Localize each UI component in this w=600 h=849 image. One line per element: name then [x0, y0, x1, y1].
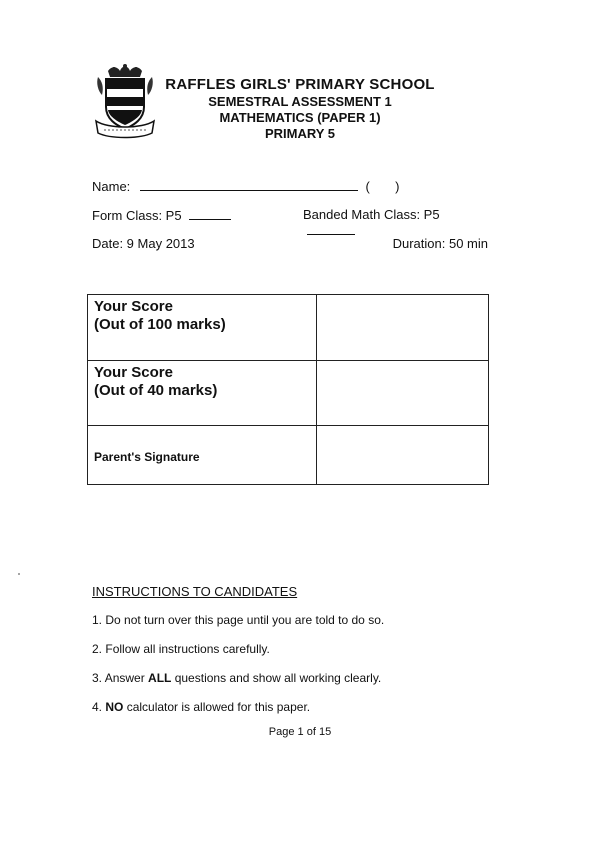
name-field[interactable]	[140, 178, 358, 191]
signature-label: Parent's Signature	[94, 450, 200, 464]
instruction-number: 4.	[92, 700, 103, 714]
page-number: Page 1 of 15	[268, 726, 332, 738]
score-40-label: Your Score (Out of 40 marks)	[94, 364, 218, 399]
instruction-number: 1.	[92, 613, 103, 627]
register-number-paren: ( )	[365, 179, 400, 194]
score-100-label: Your Score (Out of 100 marks)	[94, 298, 226, 333]
instruction-text: Answer	[104, 671, 149, 685]
banded-class-label: Banded Math Class: P5	[303, 207, 440, 222]
score-100-label-cell	[88, 295, 317, 361]
form-class-label: Form Class: P5	[92, 208, 182, 223]
school-name: RAFFLES GIRLS' PRIMARY SCHOOL	[165, 76, 435, 93]
score-table	[87, 294, 489, 485]
instruction-number: 3.	[92, 671, 103, 685]
school-crest-icon	[94, 63, 156, 139]
instruction-emphasis: ALL	[148, 671, 172, 685]
instruction-item	[92, 642, 270, 656]
document-header	[160, 76, 440, 142]
date-text: Date: 9 May 2013	[92, 236, 195, 251]
name-row	[92, 178, 492, 194]
instruction-text: questions and show all working clearly.	[171, 671, 382, 685]
banded-class-field[interactable]	[307, 222, 355, 235]
signature-row	[88, 426, 489, 485]
instruction-item	[92, 671, 381, 685]
class-row	[92, 207, 492, 223]
instruction-number: 2.	[92, 642, 103, 656]
instruction-text: Follow all instructions carefully.	[105, 642, 270, 656]
instruction-emphasis: NO	[105, 700, 124, 714]
instructions-title: INSTRUCTIONS TO CANDIDATES	[92, 584, 298, 599]
level-title: PRIMARY 5	[264, 126, 336, 141]
duration-text: Duration: 50 min	[392, 236, 488, 251]
date-row	[92, 236, 488, 251]
assessment-title: SEMESTRAL ASSESSMENT 1	[208, 94, 392, 109]
score-row-100	[88, 295, 489, 361]
instruction-item	[92, 613, 384, 627]
score-row-40	[88, 361, 489, 426]
banded-class-group	[303, 207, 492, 238]
score-40-value-cell[interactable]	[317, 361, 489, 426]
instruction-text: Do not turn over this page until you are told to do so.	[105, 613, 385, 627]
instruction-text: calculator is allowed for this paper.	[123, 700, 311, 714]
form-class-field[interactable]	[189, 207, 231, 220]
scan-speck	[18, 573, 20, 575]
paper-title: MATHEMATICS (PAPER 1)	[219, 110, 381, 125]
instruction-item	[92, 700, 310, 714]
signature-label-cell	[88, 426, 317, 485]
signature-value-cell[interactable]	[317, 426, 489, 485]
score-40-label-cell	[88, 361, 317, 426]
name-label: Name:	[92, 179, 131, 194]
score-100-value-cell[interactable]	[317, 295, 489, 361]
